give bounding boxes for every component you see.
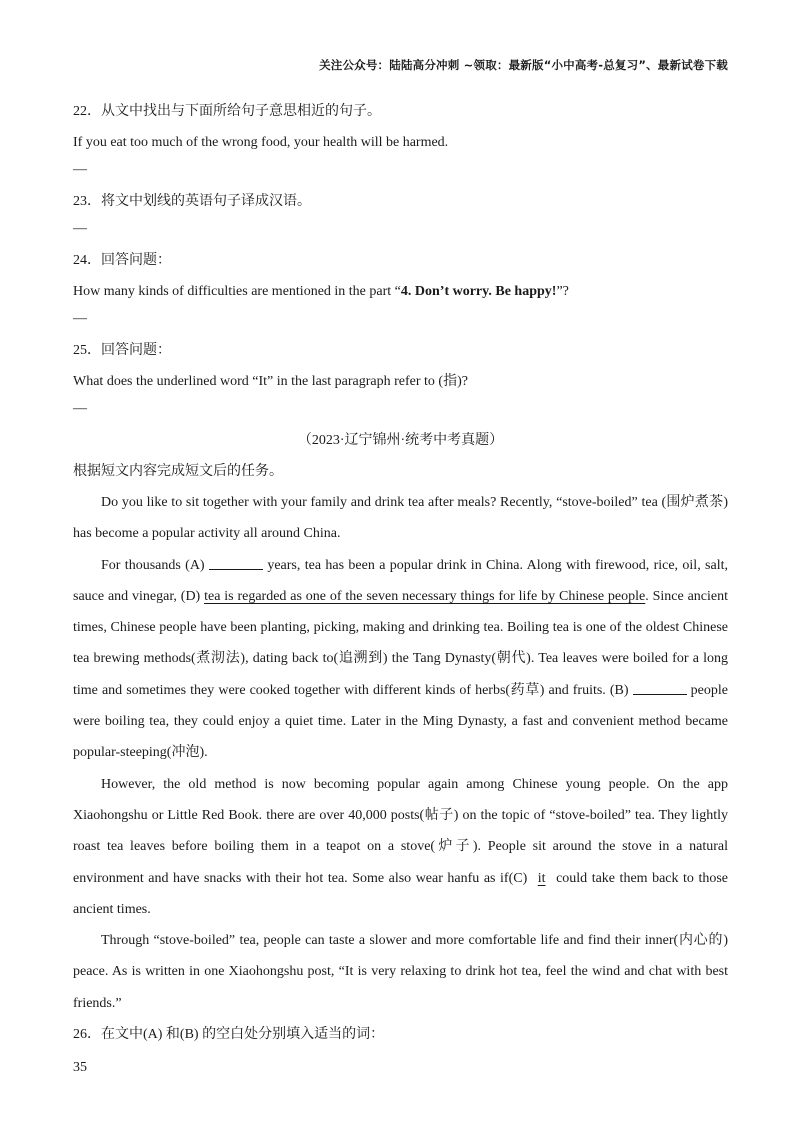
q25-question: What does the underlined word “It” in the last paragraph refer to (指)?: [73, 374, 468, 389]
passage-paragraph-3: [73, 769, 728, 925]
q24-question: [73, 276, 728, 307]
q22-title: 22．从文中找出与下面所给句子意思相近的句子。: [73, 104, 381, 119]
passage-paragraph-1: Do you like to sit together with your family and drink tea after meals? Recently, “stove-boiled” tea (围炉煮茶) has become a popular activity all around China.: [73, 495, 728, 542]
p3-part-b: could take them back to those ancient times.: [73, 870, 728, 917]
page-number: 35: [73, 1060, 87, 1075]
q22-sentence: If you eat too much of the wrong food, your health will be harmed.: [73, 135, 449, 150]
q24-title: 24．回答问题：: [73, 253, 171, 268]
p2-part-a: For thousands (A): [101, 557, 209, 573]
underlined-word-it: it: [537, 870, 546, 886]
q22-answer-line[interactable]: —: [73, 162, 87, 177]
q24-question-bold: 4. Don’t worry. Be happy!: [400, 284, 557, 299]
page-header: 关注公众号：陆陆高分冲刺 ~领取：最新版“小中高考-总复习”、最新试卷下载: [319, 58, 728, 72]
underlined-sentence-d: tea is regarded as one of the seven necessary things for life by Chinese people: [204, 588, 646, 604]
p3-part-a: However, the old method is now becoming popular again among Chinese young people. On the app Xiaohongshu or Little Red Book. there are over 40,000 posts(帖子) on the topic of “stove-boiled” tea. They lightly roast tea leaves before boiling them in a teapot on a stove(炉子). People sit around the stove in a natural environment and have snacks with their hot tea. Some also wear hanfu as if(C): [73, 776, 728, 886]
p2-part-b: years, tea has been a popular drink in China. Along with firewood, rice, oil, salt, sauce and vinegar, (D): [73, 557, 728, 604]
q26-title: 26．在文中(A) 和(B) 的空白处分别填入适当的词：: [73, 1027, 385, 1043]
source-note: （2023·辽宁锦州·统考中考真题）: [297, 433, 504, 448]
instruction: 根据短文内容完成短文后的任务。: [73, 464, 283, 479]
p2-part-d: people were boiling tea, they could enjoy a quiet time. Later in the Ming Dynasty, a fast and convenient method became popular-steeping(冲泡).: [73, 682, 728, 761]
q24-answer-line[interactable]: —: [73, 311, 87, 326]
p2-part-c: . Since ancient times, Chinese people have been planting, picking, making and drinking tea. Boiling tea is one of the oldest Chinese tea brewing methods(煮沏法), dating back to(追溯到) the Tang Dynasty(朝代). Tea leaves were boiled for a long time and sometimes they were cooked together with different kinds of herbs(药草) and fruits. (B): [73, 588, 729, 698]
passage-paragraph-2: [73, 550, 728, 769]
page-content: [73, 96, 728, 1050]
q24-question-pre: How many kinds of difficulties are mentioned in the part “: [73, 284, 401, 299]
q23-title: 23．将文中划线的英语句子译成汉语。: [73, 194, 311, 209]
blank-b[interactable]: [633, 680, 687, 695]
q25-title: 25．回答问题：: [73, 343, 171, 358]
q23-answer-line[interactable]: —: [73, 221, 87, 236]
q24-question-post: ”?: [556, 284, 569, 299]
blank-a[interactable]: [209, 555, 263, 570]
passage-paragraph-4: Through “stove-boiled” tea, people can taste a slower and more comfortable life and find their inner(内心的) peace. As is written in one Xiaohongshu post, “It is very relaxing to drink hot tea, feel the wind and chat with best friends.”: [73, 933, 728, 1011]
q25-answer-line[interactable]: —: [73, 401, 87, 416]
